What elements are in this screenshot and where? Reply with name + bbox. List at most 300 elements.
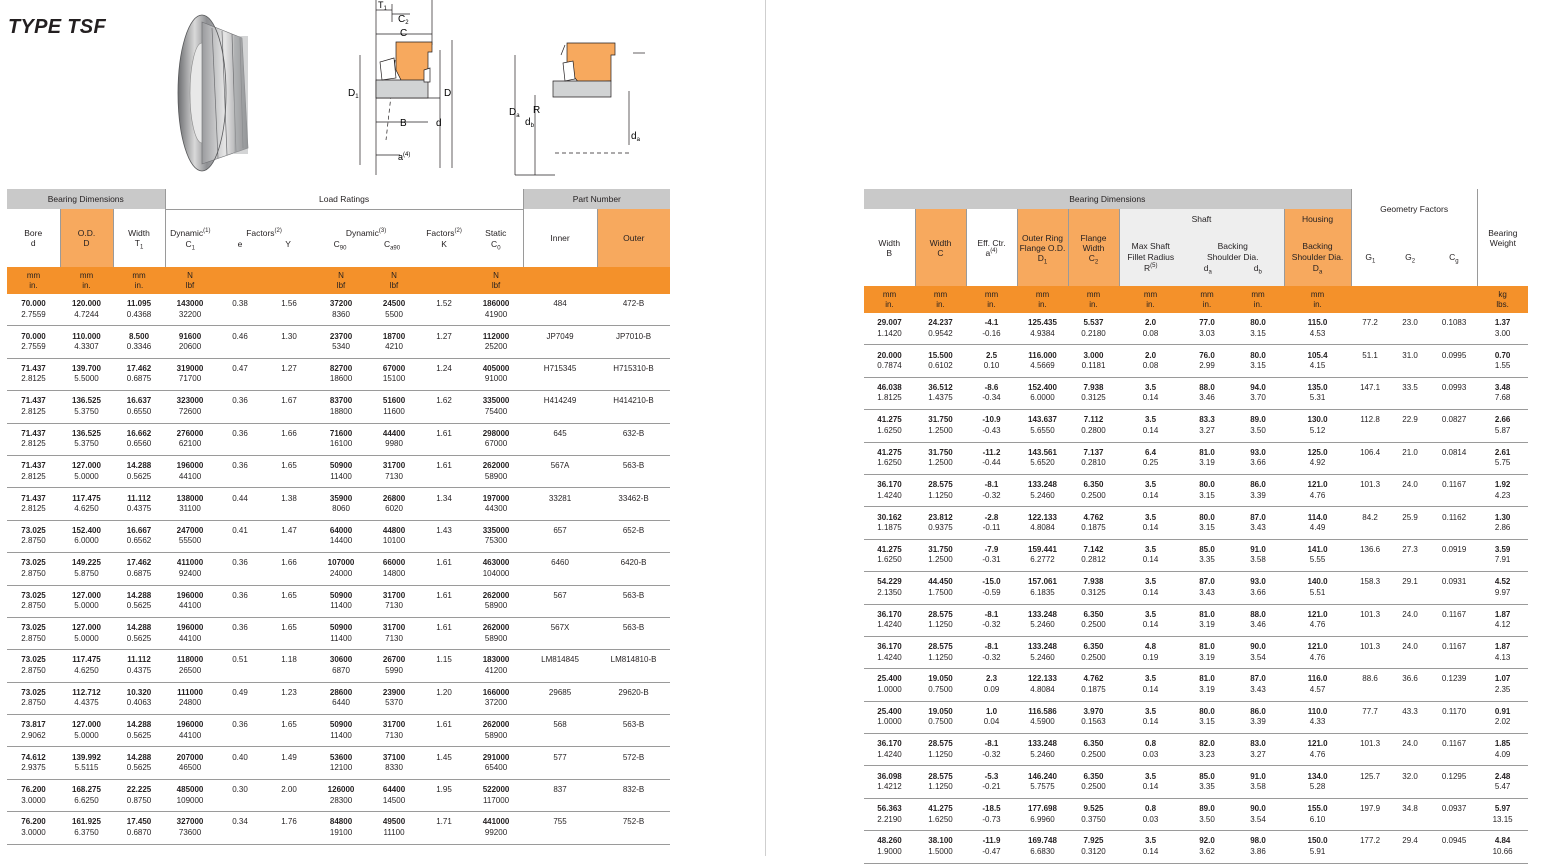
table-cell: 1.66 <box>265 553 313 585</box>
table-cell: 101.3 <box>1351 636 1389 668</box>
table-cell: 149.225 5.8750 <box>60 553 113 585</box>
table-cell: 147.1 <box>1351 377 1389 409</box>
table-cell: 6.4 0.25 <box>1119 442 1182 474</box>
table-cell: 64400 14500 <box>369 779 419 811</box>
table-cell: 1.76 <box>265 812 313 844</box>
table-cell: 80.0 3.15 <box>1182 507 1232 539</box>
table-cell: 70.000 2.7559 <box>7 326 60 358</box>
table-cell: 133.248 5.2460 <box>1017 636 1068 668</box>
table-cell: 1.61 <box>419 455 469 487</box>
table-cell: 6460 <box>523 553 597 585</box>
table-cell: -5.3 -0.21 <box>966 766 1017 798</box>
unit-cell: mm in. <box>864 286 915 313</box>
table-cell: -8.1 -0.32 <box>966 636 1017 668</box>
table-cell: 0.1239 <box>1431 669 1477 701</box>
table-cell: 117.475 4.6250 <box>60 488 113 520</box>
table-cell: 94.0 3.70 <box>1232 377 1284 409</box>
table-cell: 4.762 0.1875 <box>1068 507 1119 539</box>
table-cell: 186000 41900 <box>469 294 523 326</box>
table-cell: 1.45 <box>419 747 469 779</box>
header-width: Width $T_1$ <box>113 209 165 267</box>
table-cell: 158.3 <box>1351 572 1389 604</box>
page-gutter <box>765 0 766 856</box>
table-cell: 0.0931 <box>1431 572 1477 604</box>
table-cell: 1.92 4.23 <box>1477 474 1528 506</box>
unit-cell: kg lbs. <box>1477 286 1528 313</box>
table-cell: 89.0 3.50 <box>1232 410 1284 442</box>
table-row <box>7 585 670 617</box>
table-cell: LM814845 <box>523 650 597 682</box>
table-cell: 23.812 0.9375 <box>915 507 966 539</box>
table-cell: 114.0 4.49 <box>1284 507 1351 539</box>
table-cell: 152.400 6.0000 <box>1017 377 1068 409</box>
table-cell: 87.0 3.43 <box>1232 669 1284 701</box>
table-cell: 10.320 0.4063 <box>113 682 165 714</box>
table-cell: 1.61 <box>419 423 469 455</box>
table-cell: 2.5 0.10 <box>966 345 1017 377</box>
table-cell: 522000 117000 <box>469 779 523 811</box>
table-cell: 168.275 6.6250 <box>60 779 113 811</box>
table-cell: 36.170 1.4240 <box>864 604 915 636</box>
header-width-b: Width B <box>864 209 915 286</box>
table-row <box>864 474 1528 506</box>
table-cell: 84.2 <box>1351 507 1389 539</box>
header-bearing-dimensions-right: Bearing Dimensions <box>864 189 1351 209</box>
table-cell: 1.65 <box>265 715 313 747</box>
table-cell: 0.0919 <box>1431 539 1477 571</box>
table-cell: 134.0 5.28 <box>1284 766 1351 798</box>
table-cell: -8.1 -0.32 <box>966 734 1017 766</box>
table-cell: 143.637 5.6550 <box>1017 410 1068 442</box>
table-cell: 1.87 4.13 <box>1477 636 1528 668</box>
table-cell: 4.52 9.97 <box>1477 572 1528 604</box>
table-cell: 1.66 <box>265 423 313 455</box>
table-cell: 563-B <box>597 617 670 649</box>
table-cell: 111000 24800 <box>165 682 215 714</box>
table-cell: 88.6 <box>1351 669 1389 701</box>
table-cell: 0.36 <box>215 553 265 585</box>
table-cell: 411000 92400 <box>165 553 215 585</box>
table-cell: 291000 65400 <box>469 747 523 779</box>
header-flange-width: Flange Width $C_2$ <box>1068 209 1119 286</box>
table-cell: 196000 44100 <box>165 585 215 617</box>
table-cell: 83700 18800 <box>313 391 369 423</box>
table-cell: 7.938 0.3125 <box>1068 377 1119 409</box>
table-cell: 101.3 <box>1351 604 1389 636</box>
table-cell: 49500 11100 <box>369 812 419 844</box>
unit-cell: N lbf <box>469 267 523 294</box>
table-cell: 36.170 1.4240 <box>864 636 915 668</box>
table-cell: 81.0 3.19 <box>1182 669 1232 701</box>
table-cell: -11.2 -0.44 <box>966 442 1017 474</box>
table-cell: 335000 75300 <box>469 520 523 552</box>
table-cell: 1.87 4.12 <box>1477 604 1528 636</box>
table-cell: 77.2 <box>1351 313 1389 345</box>
table-cell: 25.400 1.0000 <box>864 669 915 701</box>
table-cell: 51.1 <box>1351 345 1389 377</box>
table-cell: 143.561 5.6520 <box>1017 442 1068 474</box>
unit-cell: mm in. <box>60 267 113 294</box>
table-cell: 54.229 2.1350 <box>864 572 915 604</box>
header-outer: Outer <box>597 209 670 267</box>
table-cell: 577 <box>523 747 597 779</box>
table-cell: 262000 58900 <box>469 455 523 487</box>
table-row <box>7 488 670 520</box>
table-cell: 0.36 <box>215 455 265 487</box>
table-cell: 116.586 4.5900 <box>1017 701 1068 733</box>
table-cell: 85.0 3.35 <box>1182 766 1232 798</box>
table-cell: LM814810-B <box>597 650 670 682</box>
table-cell: 87.0 3.43 <box>1182 572 1232 604</box>
table-cell: 159.441 6.2772 <box>1017 539 1068 571</box>
table-cell: 572-B <box>597 747 670 779</box>
table-cell: 8.500 0.3346 <box>113 326 165 358</box>
table-cell: 0.1295 <box>1431 766 1477 798</box>
table-cell: 0.1167 <box>1431 604 1477 636</box>
table-cell: 1.85 4.09 <box>1477 734 1528 766</box>
table-cell: 50900 11400 <box>313 585 369 617</box>
table-cell: 33281 <box>523 488 597 520</box>
table-cell: 31.750 1.2500 <box>915 442 966 474</box>
table-cell: 28.575 1.1250 <box>915 734 966 766</box>
table-cell: 30.162 1.1875 <box>864 507 915 539</box>
table-row <box>7 391 670 423</box>
table-cell: 126000 28300 <box>313 779 369 811</box>
table-cell: 485000 109000 <box>165 779 215 811</box>
table-cell: 1.30 <box>265 326 313 358</box>
table-cell: 4.84 10.66 <box>1477 831 1528 863</box>
table-cell: 73.025 2.8750 <box>7 553 60 585</box>
table-cell: 11.112 0.4375 <box>113 650 165 682</box>
page-title: TYPE TSF <box>8 16 106 38</box>
table-cell: 37100 8330 <box>369 747 419 779</box>
table-cell: 116.0 4.57 <box>1284 669 1351 701</box>
table-row <box>7 715 670 747</box>
table-row <box>864 604 1528 636</box>
label-bore: d <box>436 118 442 129</box>
table-cell: 29.007 1.1420 <box>864 313 915 345</box>
table-cell: 262000 58900 <box>469 585 523 617</box>
table-cell: 36.170 1.4240 <box>864 474 915 506</box>
header-bearing-dimensions: Bearing Dimensions <box>7 189 165 209</box>
table-cell: 298000 67000 <box>469 423 523 455</box>
table-cell: 16.662 0.6560 <box>113 423 165 455</box>
header-g1: $G_1$ <box>1365 252 1376 265</box>
table-cell: 122.133 4.8084 <box>1017 669 1068 701</box>
table-cell: 262000 58900 <box>469 617 523 649</box>
table-cell: 14.288 0.5625 <box>113 585 165 617</box>
table-cell: 20.000 0.7874 <box>864 345 915 377</box>
table-cell: -18.5 -0.73 <box>966 798 1017 830</box>
table-cell: 323000 72600 <box>165 391 215 423</box>
table-cell: 11.095 0.4368 <box>113 294 165 326</box>
table-row <box>7 520 670 552</box>
table-cell: 1.52 <box>419 294 469 326</box>
table-cell: 16.667 0.6562 <box>113 520 165 552</box>
table-cell: -4.1 -0.16 <box>966 313 1017 345</box>
table-cell: JP7049 <box>523 326 597 358</box>
unit-cell: mm in. <box>7 267 60 294</box>
header-factors-1: Factors$^{(2)}$ e Y <box>215 210 313 268</box>
table-cell: 73.817 2.9062 <box>7 715 60 747</box>
table-cell: 117.475 4.6250 <box>60 650 113 682</box>
table-cell: 567 <box>523 585 597 617</box>
table-cell: 116.000 4.5669 <box>1017 345 1068 377</box>
table-cell: 1.23 <box>265 682 313 714</box>
table-row <box>864 636 1528 668</box>
table-cell: 2.0 0.08 <box>1119 345 1182 377</box>
table-cell: 31700 7130 <box>369 617 419 649</box>
left-table-body <box>7 294 670 844</box>
table-cell: 0.1170 <box>1431 701 1477 733</box>
table-cell: 33462-B <box>597 488 670 520</box>
table-cell: 25.400 1.0000 <box>864 701 915 733</box>
table-cell: 0.0827 <box>1431 410 1477 442</box>
header-inner: Inner <box>523 209 597 267</box>
unit-cell <box>1389 286 1431 313</box>
table-cell: 48.260 1.9000 <box>864 831 915 863</box>
table-row <box>864 377 1528 409</box>
table-cell: 140.0 5.51 <box>1284 572 1351 604</box>
table-cell: 50900 11400 <box>313 455 369 487</box>
table-cell: 755 <box>523 812 597 844</box>
table-cell: 81.0 3.19 <box>1182 636 1232 668</box>
table-cell: 26700 5990 <box>369 650 419 682</box>
table-cell: 4.762 0.1875 <box>1068 669 1119 701</box>
table-cell: 7.112 0.2800 <box>1068 410 1119 442</box>
table-cell: 2.61 5.75 <box>1477 442 1528 474</box>
table-cell: 44400 9980 <box>369 423 419 455</box>
table-cell: 31700 7130 <box>369 455 419 487</box>
unit-cell <box>1431 286 1477 313</box>
table-cell: 3.5 0.14 <box>1119 507 1182 539</box>
unit-cell <box>419 267 469 294</box>
table-cell: -10.9 -0.43 <box>966 410 1017 442</box>
table-cell: 645 <box>523 423 597 455</box>
table-cell: 143000 32200 <box>165 294 215 326</box>
table-cell: 441000 99200 <box>469 812 523 844</box>
table-cell: 139.700 5.5000 <box>60 358 113 390</box>
table-cell: 152.400 6.0000 <box>60 520 113 552</box>
unit-cell <box>597 267 670 294</box>
table-cell: 2.3 0.09 <box>966 669 1017 701</box>
table-cell: 1.61 <box>419 585 469 617</box>
table-cell: 87.0 3.43 <box>1232 507 1284 539</box>
table-cell: 0.8 0.03 <box>1119 798 1182 830</box>
table-cell: 166000 37200 <box>469 682 523 714</box>
table-cell: 36.170 1.4240 <box>864 734 915 766</box>
table-cell: 169.748 6.6830 <box>1017 831 1068 863</box>
table-cell: 80.0 3.15 <box>1232 345 1284 377</box>
table-cell: 33.5 <box>1389 377 1431 409</box>
table-cell: 71600 16100 <box>313 423 369 455</box>
table-cell: 657 <box>523 520 597 552</box>
unit-cell: mm in. <box>966 286 1017 313</box>
table-cell: 82700 18600 <box>313 358 369 390</box>
table-row <box>7 650 670 682</box>
unit-cell: N lbf <box>165 267 215 294</box>
table-cell: 24.0 <box>1389 604 1431 636</box>
table-cell: 196000 44100 <box>165 617 215 649</box>
table-row <box>7 326 670 358</box>
table-cell: 1.71 <box>419 812 469 844</box>
table-cell: 276000 62100 <box>165 423 215 455</box>
table-cell: 85.0 3.35 <box>1182 539 1232 571</box>
header-geometry-factors: Geometry Factors <box>1351 189 1477 229</box>
table-cell: 37200 8360 <box>313 294 369 326</box>
table-cell: 127.000 5.0000 <box>60 585 113 617</box>
table-row <box>864 442 1528 474</box>
table-row <box>7 553 670 585</box>
table-cell: 567X <box>523 617 597 649</box>
table-cell: 6420-B <box>597 553 670 585</box>
label-db: $d_b$ <box>525 117 534 129</box>
header-shaft: Shaft <box>1119 209 1284 229</box>
table-cell: 36.098 1.4212 <box>864 766 915 798</box>
table-cell: 67000 15100 <box>369 358 419 390</box>
table-cell: 136.525 5.3750 <box>60 391 113 423</box>
table-cell: 17.462 0.6875 <box>113 553 165 585</box>
table-cell: 121.0 4.76 <box>1284 474 1351 506</box>
table-cell: 1.18 <box>265 650 313 682</box>
header-max-shaft-fillet: Max Shaft Fillet Radius $R^{(5)}$ <box>1119 229 1182 286</box>
table-row <box>864 345 1528 377</box>
table-cell: 23900 5370 <box>369 682 419 714</box>
unit-cell: mm in. <box>1068 286 1119 313</box>
table-cell: 29.1 <box>1389 572 1431 604</box>
table-row <box>864 572 1528 604</box>
table-cell: 138000 31100 <box>165 488 215 520</box>
table-cell: 1.30 2.86 <box>1477 507 1528 539</box>
unit-cell: N lbf <box>369 267 419 294</box>
table-cell: 3.5 0.14 <box>1119 572 1182 604</box>
table-cell: 1.61 <box>419 553 469 585</box>
table-cell: 3.5 0.14 <box>1119 701 1182 733</box>
table-cell: 7.142 0.2812 <box>1068 539 1119 571</box>
table-cell: 1.07 2.35 <box>1477 669 1528 701</box>
table-cell: 3.48 7.68 <box>1477 377 1528 409</box>
table-cell: 0.0993 <box>1431 377 1477 409</box>
table-cell: 101.3 <box>1351 474 1389 506</box>
table-cell: 36.6 <box>1389 669 1431 701</box>
table-cell: 563-B <box>597 455 670 487</box>
table-cell: 335000 75400 <box>469 391 523 423</box>
table-cell: 27.3 <box>1389 539 1431 571</box>
table-cell: 41.275 1.6250 <box>864 410 915 442</box>
units-row <box>7 267 670 294</box>
table-cell: 0.0937 <box>1431 798 1477 830</box>
table-cell: 1.47 <box>265 520 313 552</box>
table-cell: 122.133 4.8084 <box>1017 507 1068 539</box>
table-cell: 0.36 <box>215 391 265 423</box>
table-cell: 3.000 0.1181 <box>1068 345 1119 377</box>
table-cell: 752-B <box>597 812 670 844</box>
table-cell: 125.0 4.92 <box>1284 442 1351 474</box>
table-cell: 568 <box>523 715 597 747</box>
table-cell: 90.0 3.54 <box>1232 636 1284 668</box>
unit-cell: mm in. <box>1284 286 1351 313</box>
table-cell: -2.8 -0.11 <box>966 507 1017 539</box>
table-cell: 6.350 0.2500 <box>1068 604 1119 636</box>
table-cell: 563-B <box>597 715 670 747</box>
table-cell: 107000 24000 <box>313 553 369 585</box>
table-cell: 29.4 <box>1389 831 1431 863</box>
table-cell: 76.0 2.99 <box>1182 345 1232 377</box>
table-cell: 3.5 0.14 <box>1119 669 1182 701</box>
table-cell: 7.925 0.3120 <box>1068 831 1119 863</box>
table-cell: 0.46 <box>215 326 265 358</box>
table-cell: 41.275 1.6250 <box>864 442 915 474</box>
header-bore: Bore d <box>7 209 60 267</box>
table-cell: 0.44 <box>215 488 265 520</box>
table-cell: 262000 58900 <box>469 715 523 747</box>
table-row <box>864 766 1528 798</box>
table-cell: 1.27 <box>265 358 313 390</box>
table-cell: 0.30 <box>215 779 265 811</box>
table-row <box>7 617 670 649</box>
table-cell: 80.0 3.15 <box>1182 701 1232 733</box>
table-cell: 0.36 <box>215 617 265 649</box>
table-cell: 32.0 <box>1389 766 1431 798</box>
table-cell: 3.970 0.1563 <box>1068 701 1119 733</box>
table-cell: 837 <box>523 779 597 811</box>
table-cell: 24.0 <box>1389 636 1431 668</box>
dimensions-table <box>864 189 1528 864</box>
table-cell: 24.237 0.9542 <box>915 313 966 345</box>
label-b: B <box>400 118 407 129</box>
table-cell: 0.91 2.02 <box>1477 701 1528 733</box>
table-cell: 1.65 <box>265 585 313 617</box>
table-cell: 118000 26500 <box>165 650 215 682</box>
table-cell: 1.20 <box>419 682 469 714</box>
bearing-illustration <box>172 8 258 178</box>
table-cell: 36.512 1.4375 <box>915 377 966 409</box>
table-cell: 93.0 3.66 <box>1232 572 1284 604</box>
table-cell: 76.200 3.0000 <box>7 779 60 811</box>
table-cell: 1.43 <box>419 520 469 552</box>
unit-cell <box>523 267 597 294</box>
table-cell: 77.0 3.03 <box>1182 313 1232 345</box>
table-cell: 44.450 1.7500 <box>915 572 966 604</box>
unit-cell: mm in. <box>1017 286 1068 313</box>
cross-section-drawing <box>340 0 470 180</box>
table-cell: 112.712 4.4375 <box>60 682 113 714</box>
table-cell: 0.1167 <box>1431 734 1477 766</box>
table-cell: 197.9 <box>1351 798 1389 830</box>
table-cell: 28.575 1.1250 <box>915 604 966 636</box>
table-cell: 90.0 3.54 <box>1232 798 1284 830</box>
table-row <box>7 294 670 326</box>
table-cell: H414210-B <box>597 391 670 423</box>
table-cell: 26800 6020 <box>369 488 419 520</box>
table-row <box>7 779 670 811</box>
table-cell: 127.000 5.0000 <box>60 455 113 487</box>
table-cell: 80.0 3.15 <box>1232 313 1284 345</box>
table-cell: 3.5 0.14 <box>1119 766 1182 798</box>
table-cell: 112.8 <box>1351 410 1389 442</box>
table-cell: 1.0 0.04 <box>966 701 1017 733</box>
table-cell: 88.0 3.46 <box>1182 377 1232 409</box>
table-row <box>7 682 670 714</box>
table-cell: 88.0 3.46 <box>1232 604 1284 636</box>
table-cell: 1.15 <box>419 650 469 682</box>
load-ratings-table <box>7 189 670 845</box>
table-cell: 23700 5340 <box>313 326 369 358</box>
table-cell: 71.437 2.8125 <box>7 391 60 423</box>
label-d1: $D_1$ <box>348 88 359 100</box>
table-cell: 74.612 2.9375 <box>7 747 60 779</box>
table-cell: 9.525 0.3750 <box>1068 798 1119 830</box>
